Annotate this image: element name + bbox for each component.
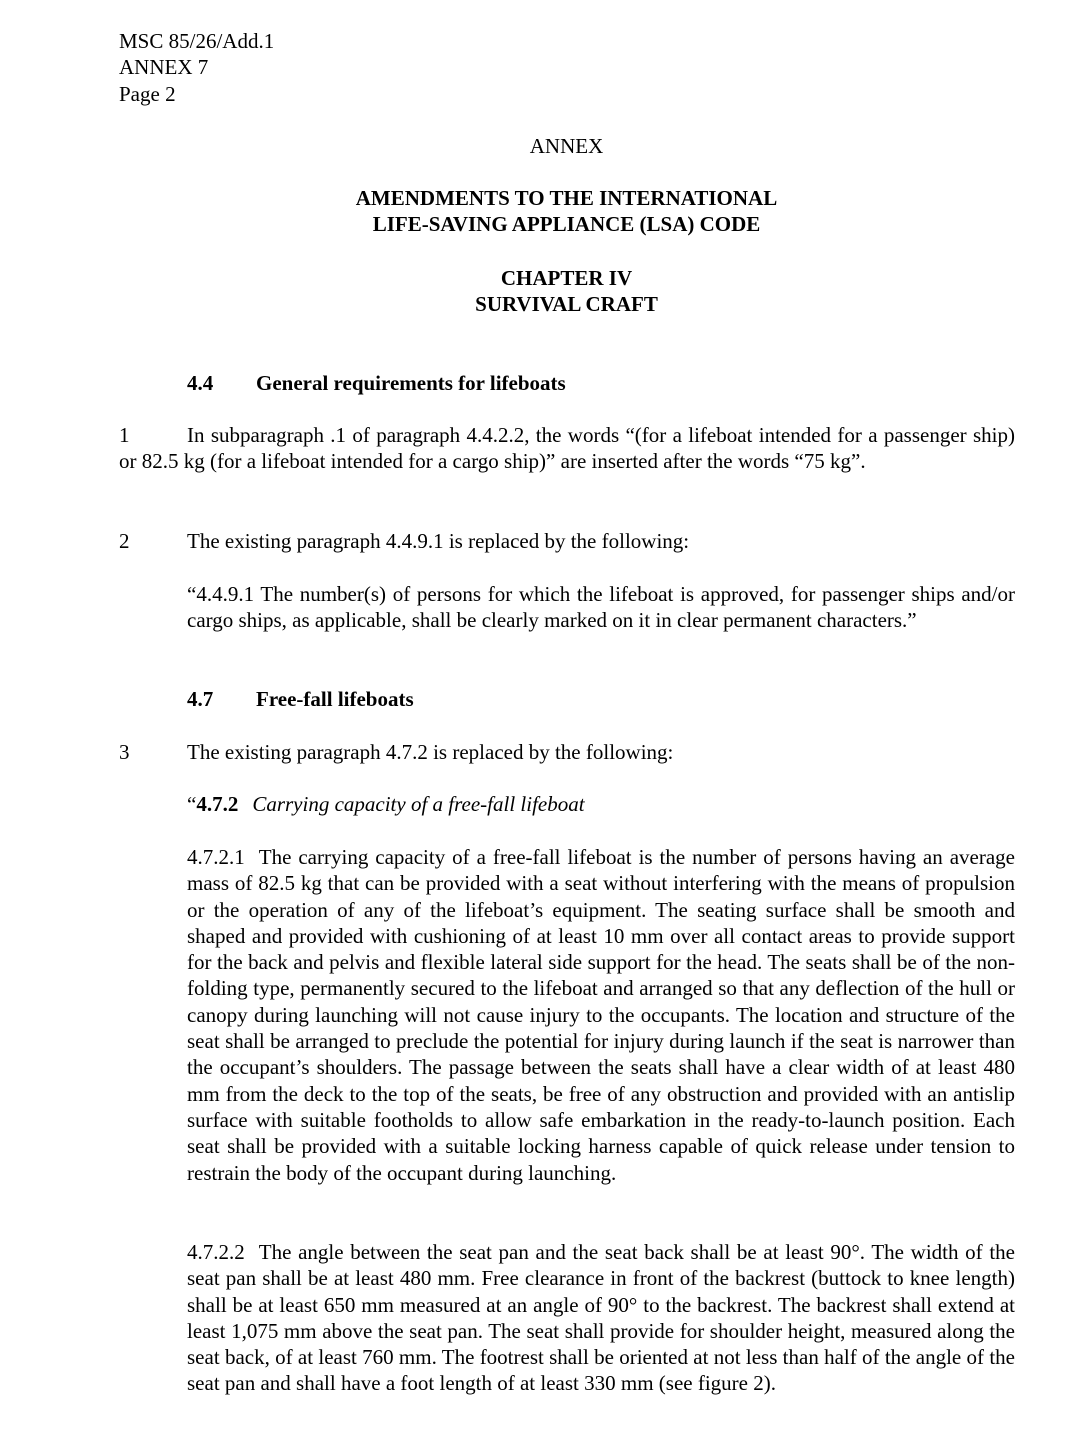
header-document-ref: MSC 85/26/Add.1 (119, 29, 275, 53)
section-heading-4-7 (187, 686, 414, 712)
paragraph-4-7-2-1 (187, 844, 1015, 1186)
paragraph-number-2: 2 (119, 529, 130, 553)
subsection-heading-4-7-2 (187, 791, 1015, 817)
paragraph-text: The angle between the seat pan and the seat back shall be at least 90°. The width of the seat pan shall be at least 480 mm. Free clearance in front of the backrest (buttock to knee length) shall be at least 650 mm measured at an angle of 90° to the backrest. The backrest shall extend at least 1,075 mm above the seat pan. The seat shall provide for shoulder height, measured along the seat back, of at least 760 mm. The footrest shall be oriented at not less than half of the angle of the seat pan and shall have a foot length of at least 330 mm (see figure 2). (187, 1240, 1015, 1396)
open-quote: “ (187, 792, 197, 816)
section-title: General requirements for lifeboats (256, 371, 566, 395)
header-annex: ANNEX 7 (119, 55, 209, 80)
paragraph-number: 4.7.2.1 (187, 845, 245, 869)
title-line-1: AMENDMENTS TO THE INTERNATIONAL (355, 186, 778, 210)
annex-label: ANNEX (529, 134, 604, 158)
paragraph-3-text: The existing paragraph 4.7.2 is replaced by the following: (187, 740, 674, 764)
section-heading-4-4 (187, 370, 566, 396)
section-number: 4.7 (187, 687, 214, 711)
paragraph-2-text: The existing paragraph 4.4.9.1 is replaced by the following: (187, 529, 690, 553)
paragraph-1 (119, 422, 1015, 475)
paragraph-text: The carrying capacity of a free-fall lifeboat is the number of persons having an average mass of 82.5 kg that can be provided with a seat without interfering with the means of propulsion or the operation of any of the lifeboat’s equipment. The seating surface shall be smooth and shaped and provided with cushioning of at least 10 mm over all contact areas to provide support for the back and pelvis and flexible lateral side support for the head. The seats shall be of the non-folding type, permanently secured to the lifeboat and arranged so that any deflection of the hull or canopy during launching will not cause injury to the occupants. The location and structure of the seat shall be arranged to preclude the potential for injury during launch if the seat is narrower than the occupant’s shoulders. The passage between the seats shall have a clear width of at least 480 mm from the deck to the top of the seats, be free of any obstruction and provided with an antislip surface with suitable footholds to allow safe embarkation in the ready-to-launch position. Each seat shall be provided with a suitable locking harness capable of quick release under tension to restrain the body of the occupant during launching. (187, 845, 1015, 1185)
paragraph-number: 1 (119, 423, 130, 447)
paragraph-number-3: 3 (119, 740, 130, 764)
paragraph-4-7-2-2 (187, 1239, 1015, 1397)
paragraph-text: In subparagraph .1 of paragraph 4.4.2.2, the words “(for a lifeboat intended for a passenger ship) or 82.5 kg (for a lifeboat intended for a cargo ship)” are inserted after the words “75 kg”. (119, 423, 1015, 474)
chapter-number: CHAPTER IV (500, 266, 633, 290)
quoted-paragraph-4-4-9-1: “4.4.9.1 The number(s) of persons for which the lifeboat is approved, for passenger ships and/or cargo ships, as applicable, shall be clearly marked on it in clear permanent characters.” (187, 582, 1015, 633)
paragraph-number: 4.7.2.2 (187, 1240, 245, 1264)
title-line-2: LIFE-SAVING APPLIANCE (LSA) CODE (372, 212, 761, 236)
subsection-title: Carrying capacity of a free-fall lifeboat (252, 792, 585, 816)
header-page-number: Page 2 (119, 81, 176, 106)
section-title: Free-fall lifeboats (256, 687, 414, 711)
subsection-number: 4.7.2 (196, 792, 239, 816)
page-header (119, 28, 274, 107)
section-number: 4.4 (187, 371, 214, 395)
chapter-title: SURVIVAL CRAFT (475, 292, 658, 316)
